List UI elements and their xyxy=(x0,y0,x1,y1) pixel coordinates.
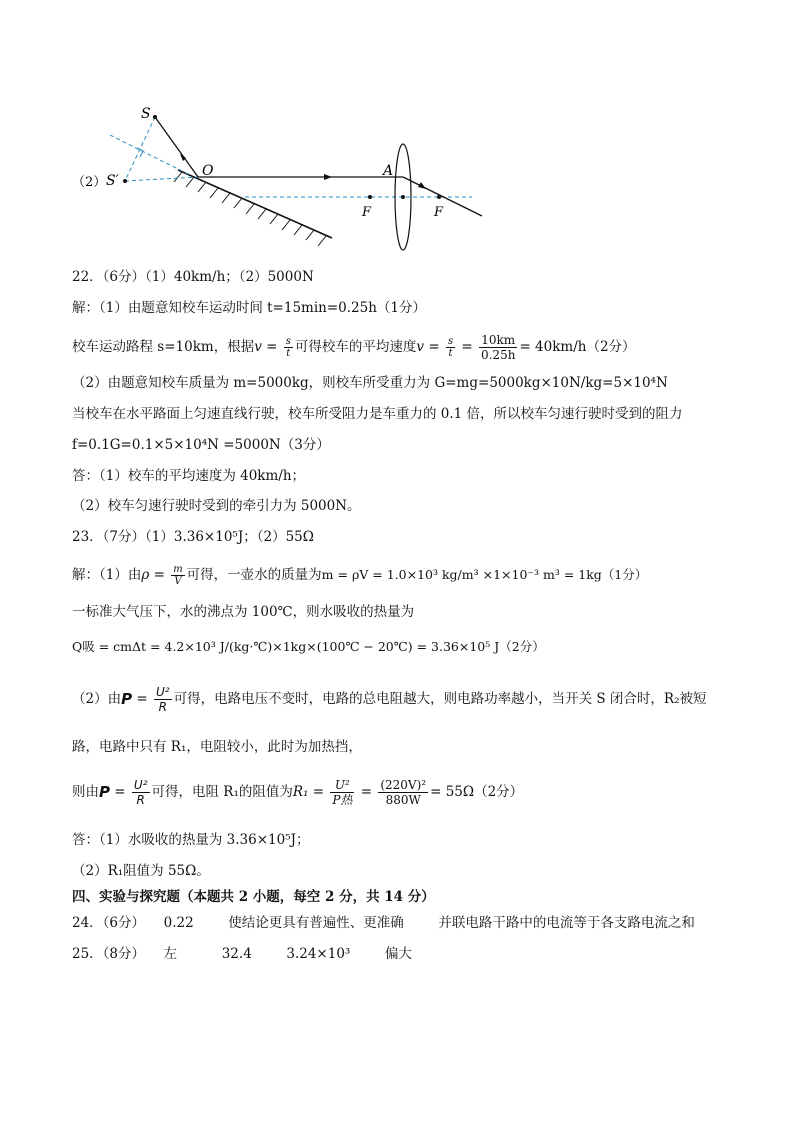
equals-sign: = xyxy=(457,339,477,355)
q23-line4-prefix: （2）由 xyxy=(72,691,122,707)
fraction-u2-over-r-2 xyxy=(132,778,150,807)
q22-answer2: （2）校车匀速行驶时受到的牵引力为 5000N。 xyxy=(72,498,361,514)
label-o: O xyxy=(202,163,214,179)
q22-line2-result: = 40km/h（2分） xyxy=(519,339,636,355)
section4-title: 四、实验与探究题（本题共 2 小题，每空 2 分，共 14 分） xyxy=(72,889,435,905)
q22-line2 xyxy=(72,330,636,364)
frac-denominator: V xyxy=(174,575,182,587)
q23-line3: Q吸 = cmΔt = 4.2×10³ J/(kg·℃)×1kg×(100℃ − 20℃) = 3.36×10⁵ J（2分） xyxy=(72,639,545,654)
part-label: （2） xyxy=(72,175,107,190)
p-symbol-2: P xyxy=(99,783,110,801)
q23-line6-prefix: 则由 xyxy=(72,784,99,800)
frac-numerator: U² xyxy=(133,777,148,792)
q25-label: 25．（8分） xyxy=(72,946,146,962)
q23-answer1: 答：（1）水吸收的热量为 3.36×10⁵J； xyxy=(72,832,310,848)
q23-line6-mid: 可得，电阻 R₁的阻值为 xyxy=(151,784,293,800)
q25-answer4: 偏大 xyxy=(384,946,412,962)
equals-sign: = xyxy=(308,784,329,800)
frac-denominator: R xyxy=(136,792,145,807)
frac-denominator: 880W xyxy=(385,792,421,807)
focus-left-dot xyxy=(368,195,372,199)
q22-line2-mid: 可得校车的平均速度 xyxy=(294,339,417,355)
r1-symbol: R₁ xyxy=(292,784,309,800)
q24-label: 24．（6分） xyxy=(72,915,146,931)
equals-sign: = xyxy=(356,784,377,800)
frac-denominator: P热 xyxy=(332,792,353,807)
label-focus-right: F xyxy=(434,205,444,220)
q23-line6 xyxy=(72,770,523,814)
q22-answer1: 答：（1）校车的平均速度为 40km/h； xyxy=(72,468,306,484)
frac-numerator: s xyxy=(447,335,454,347)
equals-sign: = xyxy=(149,567,170,583)
fraction-220v-over-880w xyxy=(378,778,428,807)
fraction-s-over-t xyxy=(284,336,293,359)
frac-denominator: t xyxy=(286,347,291,359)
q22-v-symbol: v xyxy=(254,339,262,355)
equals-sign: = xyxy=(261,339,282,355)
label-s-prime: S′ xyxy=(106,173,119,189)
q22-line2-prefix: 校车运动路程 s=10km，根据 xyxy=(72,339,255,355)
q23-line4-rest: 可得，电路电压不变时，电路的总电阻越大，则电路功率越小，当开关 S 闭合时，R₂被短 xyxy=(173,691,707,707)
frac-denominator: R xyxy=(158,699,167,714)
image-ray-dashed-line xyxy=(125,177,198,181)
q22-line4: 当校车在水平路面上匀速直线行驶，校车所受阻力是车重力的 0.1 倍，所以校车匀速行驶时受到的阻力 xyxy=(72,406,683,422)
frac-denominator: 0.25h xyxy=(480,347,516,362)
q23-line1-prefix: 解：（1）由 xyxy=(72,567,142,583)
frac-numerator: m xyxy=(173,563,183,575)
q23-line1-mid: 可得，一壶水的质量为 xyxy=(186,567,322,583)
q22-line5: f=0.1G=0.1×5×10⁴N =5000N（3分） xyxy=(72,437,330,453)
refracted-arrow xyxy=(418,182,426,189)
frac-denominator: t xyxy=(448,347,453,359)
fraction-u2-over-r xyxy=(154,685,172,714)
equals-sign: = xyxy=(110,784,130,800)
incident-ray xyxy=(155,117,198,177)
plane-mirror xyxy=(178,170,332,238)
q24-answer1: 0.22 xyxy=(163,915,194,931)
fraction-10km-over-0.25h xyxy=(479,333,517,362)
q23-line4 xyxy=(72,679,707,719)
frac-numerator: U² xyxy=(334,777,350,792)
mirror-hatching xyxy=(174,172,326,246)
equals-sign: = xyxy=(132,691,152,707)
q23-line1 xyxy=(72,558,647,592)
frac-numerator: 10km xyxy=(479,333,517,348)
equals-sign: = xyxy=(424,339,444,355)
q22-line3: （2）由题意知校车质量为 m=5000kg，则校车所受重力为 G=mg=5000kg×10N/kg=5×10⁴N xyxy=(72,375,668,391)
q24-row xyxy=(72,914,695,932)
q23-line5: 路，电路中只有 R₁，电阻较小，此时为加热挡， xyxy=(72,739,362,755)
p-symbol: P xyxy=(121,690,133,708)
q23-line1-formula: m = ρV = 1.0×10³ kg/m³ ×1×10⁻³ m³ = 1kg（1分） xyxy=(321,567,648,582)
fraction-s-over-t-2 xyxy=(446,336,455,359)
optics-diagram xyxy=(70,100,490,260)
label-focus-left: F xyxy=(362,205,372,220)
point-s-prime-dot xyxy=(123,179,127,183)
frac-numerator: s xyxy=(285,335,291,347)
q22-header: 22．（6分）（1）40km/h；（2）5000N xyxy=(72,269,314,285)
q25-answer2: 32.4 xyxy=(221,946,252,962)
normal-dashed-line xyxy=(110,135,190,175)
q25-answer3: 3.24×10³ xyxy=(286,946,351,962)
label-s: S xyxy=(141,106,151,122)
q25-answer1: 左 xyxy=(163,946,178,962)
q23-line2: 一标准大气压下，水的沸点为 100℃，则水吸收的热量为 xyxy=(72,604,415,620)
frac-numerator: U² xyxy=(156,684,170,699)
lens-center-dot xyxy=(401,195,405,199)
focus-right-dot xyxy=(437,195,441,199)
frac-numerator: (220V)² xyxy=(380,777,427,792)
q23-answer2: （2）R₁阻值为 55Ω。 xyxy=(72,863,210,879)
q23-line6-result: = 55Ω（2分） xyxy=(430,784,524,800)
q22-v-symbol-2: v xyxy=(416,339,425,355)
reflected-arrow xyxy=(324,174,332,180)
rho-symbol: ρ xyxy=(141,567,150,583)
q23-header: 23．（7分）（1）3.36×10⁵J；（2）55Ω xyxy=(72,529,314,545)
point-s-dot xyxy=(153,115,157,119)
q22-line1: 解：（1）由题意知校车运动时间 t=15min=0.25h（1分） xyxy=(72,300,427,316)
q25-row xyxy=(72,945,412,963)
fraction-u2-over-p xyxy=(330,778,354,807)
q24-answer3: 并联电路干路中的电流等于各支路电流之和 xyxy=(438,915,695,931)
fraction-m-over-v xyxy=(171,564,184,587)
label-a: A xyxy=(383,163,394,179)
q24-answer2: 使结论更具有普遍性、更准确 xyxy=(228,915,404,931)
